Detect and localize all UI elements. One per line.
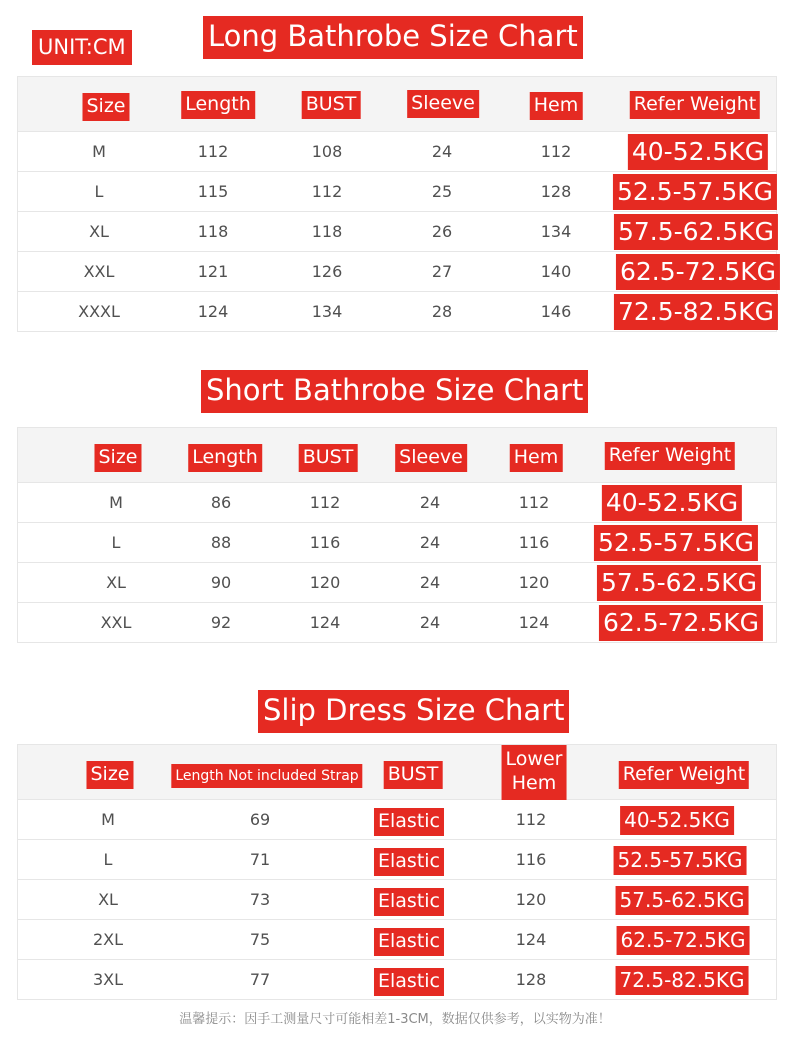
- table-row: [18, 800, 776, 840]
- cell-refer-weight: 57.5-62.5KG: [616, 886, 749, 915]
- cell-length: 115: [197, 182, 229, 201]
- cell-refer-weight: 62.5-72.5KG: [616, 254, 780, 290]
- cell-hem: 124: [518, 613, 550, 632]
- table-row: [18, 132, 776, 172]
- cell-lower-hem: 124: [515, 930, 547, 949]
- cell-hem: 116: [518, 533, 550, 552]
- cell-size: 2XL: [92, 930, 124, 949]
- long-table-body: [18, 132, 776, 331]
- slip-chart-title: Slip Dress Size Chart: [258, 690, 569, 733]
- long-size-table: [17, 76, 777, 332]
- cell-sleeve: 24: [419, 613, 441, 632]
- cell-bust: 118: [311, 222, 343, 241]
- header-lower-hem-line2: Hem: [511, 771, 557, 794]
- cell-sleeve: 26: [431, 222, 453, 241]
- cell-bust: Elastic: [374, 968, 444, 996]
- header-sleeve: Sleeve: [407, 90, 479, 118]
- table-row: [18, 172, 776, 212]
- header-lower-hem-line1: Lower: [505, 748, 563, 770]
- cell-sleeve: 25: [431, 182, 453, 201]
- cell-refer-weight: 52.5-57.5KG: [594, 525, 758, 561]
- cell-bust: Elastic: [374, 888, 444, 916]
- cell-length: 112: [197, 142, 229, 161]
- cell-lower-hem: 116: [515, 850, 547, 869]
- cell-refer-weight: 72.5-82.5KG: [616, 966, 749, 995]
- measurement-disclaimer: 温馨提示：因手工测量尺寸可能相差1-3CM，数据仅供参考，以实物为准！: [179, 1012, 611, 1027]
- cell-size: XL: [98, 890, 118, 909]
- cell-bust: 116: [309, 533, 341, 552]
- cell-size: XXXL: [78, 302, 120, 321]
- table-row: [18, 483, 776, 523]
- cell-sleeve: 24: [419, 573, 441, 592]
- cell-bust: Elastic: [374, 848, 444, 876]
- cell-size: L: [111, 533, 121, 552]
- header-length: Length: [188, 444, 262, 472]
- cell-size: L: [94, 182, 104, 201]
- cell-sleeve: 24: [431, 142, 453, 161]
- cell-length: 86: [210, 493, 232, 512]
- cell-lower-hem: 128: [515, 970, 547, 989]
- table-row: [18, 523, 776, 563]
- table-row: [18, 292, 776, 331]
- cell-refer-weight: 52.5-57.5KG: [613, 174, 777, 210]
- cell-refer-weight: 62.5-72.5KG: [599, 605, 763, 641]
- table-row: [18, 563, 776, 603]
- cell-sleeve: 27: [431, 262, 453, 281]
- cell-refer-weight: 40-52.5KG: [602, 485, 742, 521]
- short-size-table: [17, 427, 777, 643]
- long-chart-title: Long Bathrobe Size Chart: [203, 16, 583, 59]
- cell-length: 121: [197, 262, 229, 281]
- cell-hem: 128: [540, 182, 572, 201]
- header-refer-weight: Refer Weight: [619, 761, 749, 789]
- cell-length: 88: [210, 533, 232, 552]
- cell-sleeve: 28: [431, 302, 453, 321]
- cell-bust: 112: [311, 182, 343, 201]
- cell-refer-weight: 40-52.5KG: [620, 806, 734, 835]
- cell-lower-hem: 112: [515, 810, 547, 829]
- cell-lower-hem: 120: [515, 890, 547, 909]
- cell-size: XL: [106, 573, 126, 592]
- cell-hem: 140: [540, 262, 572, 281]
- cell-bust: Elastic: [374, 928, 444, 956]
- cell-size: M: [92, 142, 106, 161]
- cell-length: 124: [197, 302, 229, 321]
- long-table-header: [18, 77, 776, 132]
- table-row: [18, 920, 776, 960]
- cell-refer-weight: 40-52.5KG: [628, 134, 768, 170]
- header-lower-hem: [502, 745, 567, 800]
- cell-sleeve: 24: [419, 533, 441, 552]
- cell-hem: 112: [540, 142, 572, 161]
- cell-refer-weight: 57.5-62.5KG: [614, 214, 778, 250]
- unit-label: UNIT:CM: [32, 30, 132, 65]
- cell-bust: 120: [309, 573, 341, 592]
- cell-size: XXL: [100, 613, 132, 632]
- cell-sleeve: 24: [419, 493, 441, 512]
- slip-table-header: [18, 745, 776, 800]
- header-hem: Hem: [530, 92, 583, 120]
- short-chart-title: Short Bathrobe Size Chart: [201, 370, 588, 413]
- cell-bust: 134: [311, 302, 343, 321]
- cell-bust: 112: [309, 493, 341, 512]
- cell-hem: 134: [540, 222, 572, 241]
- cell-size: M: [101, 810, 115, 829]
- short-table-body: [18, 483, 776, 642]
- cell-length: 118: [197, 222, 229, 241]
- cell-bust: 108: [311, 142, 343, 161]
- table-row: [18, 603, 776, 642]
- cell-length: 69: [249, 810, 271, 829]
- cell-hem: 112: [518, 493, 550, 512]
- cell-length: 77: [249, 970, 271, 989]
- table-row: [18, 212, 776, 252]
- cell-bust: Elastic: [374, 808, 444, 836]
- cell-length: 71: [249, 850, 271, 869]
- header-bust: BUST: [302, 91, 361, 119]
- table-row: [18, 840, 776, 880]
- cell-hem: 146: [540, 302, 572, 321]
- cell-bust: 126: [311, 262, 343, 281]
- table-row: [18, 960, 776, 999]
- cell-length: 90: [210, 573, 232, 592]
- header-sleeve: Sleeve: [395, 444, 467, 472]
- cell-size: M: [109, 493, 123, 512]
- header-hem: Hem: [510, 444, 563, 472]
- cell-refer-weight: 62.5-72.5KG: [617, 926, 750, 955]
- slip-size-table: [17, 744, 777, 1000]
- cell-size: XL: [89, 222, 109, 241]
- slip-table-body: [18, 800, 776, 999]
- table-row: [18, 252, 776, 292]
- cell-length: 92: [210, 613, 232, 632]
- header-bust: BUST: [299, 444, 358, 472]
- header-bust: BUST: [384, 761, 443, 789]
- header-size: Size: [94, 444, 141, 472]
- cell-refer-weight: 72.5-82.5KG: [614, 294, 778, 330]
- cell-length: 75: [249, 930, 271, 949]
- header-refer-weight: Refer Weight: [605, 442, 735, 470]
- cell-size: L: [103, 850, 113, 869]
- cell-refer-weight: 52.5-57.5KG: [614, 846, 747, 875]
- cell-bust: 124: [309, 613, 341, 632]
- cell-size: XXL: [83, 262, 115, 281]
- short-table-header: [18, 428, 776, 483]
- table-row: [18, 880, 776, 920]
- cell-refer-weight: 57.5-62.5KG: [597, 565, 761, 601]
- cell-hem: 120: [518, 573, 550, 592]
- header-size: Size: [86, 761, 133, 789]
- header-length-not-included-strap: Length Not included Strap: [171, 764, 362, 788]
- header-length: Length: [181, 91, 255, 119]
- header-refer-weight: Refer Weight: [630, 91, 760, 119]
- cell-size: 3XL: [92, 970, 124, 989]
- header-size: Size: [82, 93, 129, 121]
- cell-length: 73: [249, 890, 271, 909]
